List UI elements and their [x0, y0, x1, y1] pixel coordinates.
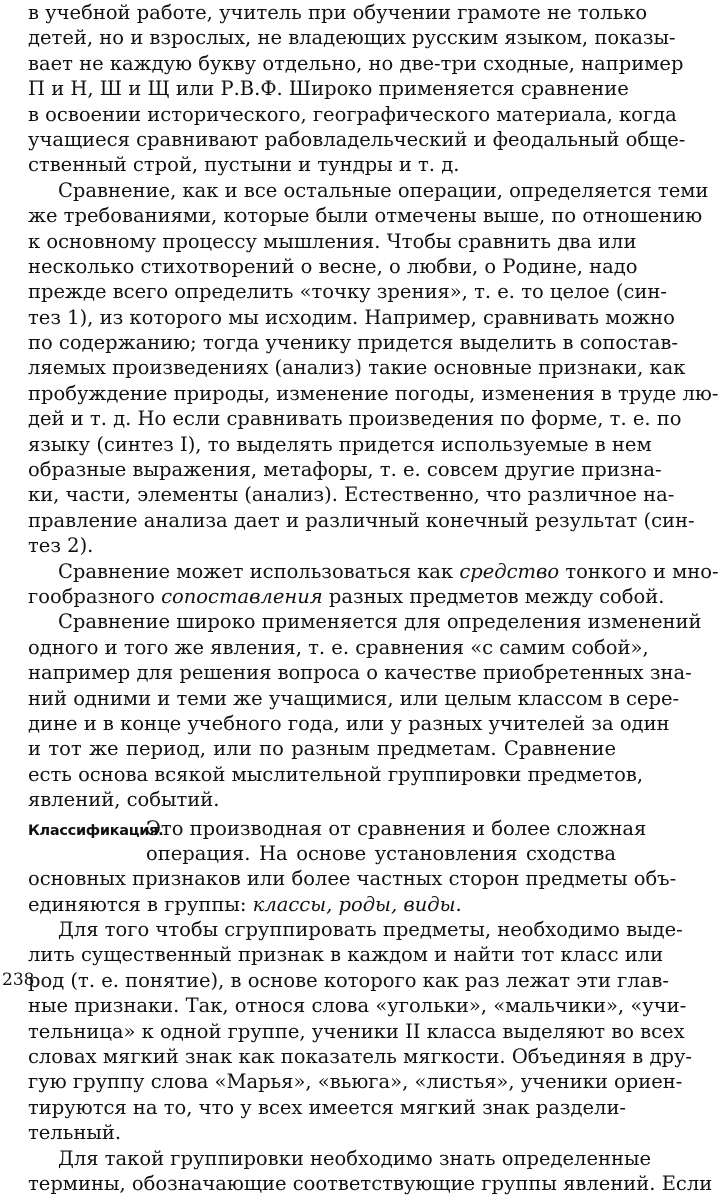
text-line: детей, но и взрослых, не владеющих русским языком, показы- [28, 26, 676, 50]
paragraph-5 [28, 917, 693, 1146]
text-line [28, 559, 719, 584]
text-line: одного и того же явления, т. е. сравнения «с самим собой», [28, 635, 649, 659]
text-run: гообразного [28, 584, 162, 608]
text-line: тельница» к одной группе, ученики II класса выделяют во всех [28, 1019, 685, 1043]
text-line: ные признаки. Так, относя слова «угольки», «мальчики», «учи- [28, 994, 687, 1018]
text-line: же требованиями, которые были отмечены выше, по отношению [28, 204, 703, 228]
paragraph-6 [28, 1146, 713, 1196]
text-line: и тот же период, или по разным предметам. Сравнение [28, 737, 616, 761]
text-line: тируются на то, что у всех имеется мягкий знак раздели- [28, 1095, 627, 1119]
text-line: учащиеся сравнивают рабовладельческий и феодальный обще- [28, 127, 686, 151]
text-line: ляемых произведениях (анализ) такие основные признаки, как [28, 356, 686, 380]
text-line: Сравнение, как и все остальные операции, определяется теми [58, 178, 709, 202]
text-line: пробуждение природы, изменение погоды, изменения в труде лю- [28, 381, 719, 405]
text-line: дине и в конце учебного года, или у разных учителей за один [28, 711, 670, 735]
text-line: в учебной работе, учитель при обучении грамоте не только [28, 1, 648, 24]
text-line: ний одними и теми же учащимися, или целым классом в сере- [28, 686, 680, 710]
text-line: род (т. е. понятие), в основе которого как раз лежат эти глав- [28, 968, 669, 992]
text-line: Для того чтобы сгруппировать предметы, необходимо выде- [58, 918, 683, 942]
text-line: тез 1), из которого мы исходим. Например, сравнивать можно [28, 305, 675, 329]
text-line: прежде всего определить «точку зрения», т. е. то целое (син- [28, 280, 667, 304]
text-line: по содержанию; тогда ученику придется выделить в сопостав- [28, 331, 679, 355]
italic-term: средство [459, 559, 560, 583]
text-run: Это производная от сравнения и более сложная [146, 816, 647, 840]
text-line: термины, обозначающие соответствующие группы явлений. Если [28, 1171, 713, 1195]
text-line: основных признаков или более частных сторон предметы объ- [28, 867, 677, 891]
section-heading: Классификация. [28, 822, 164, 839]
text-line: Сравнение широко применяется для определения изменений [58, 610, 702, 634]
text-line: в освоении исторического, географического материала, когда [28, 102, 677, 126]
text-line: образные выражения, метафоры, т. е. совсем другие призна- [28, 458, 662, 482]
paragraph-3 [28, 559, 719, 610]
text-line: например для решения вопроса о качестве приобретенных зна- [28, 661, 692, 685]
text-line [28, 584, 665, 609]
text-run: разных предметов между собой. [322, 584, 665, 608]
text-line [28, 892, 616, 917]
text-line: П и Н, Ш и Щ или Р.В.Ф. Широко применяется сравнение [28, 77, 629, 101]
text-line [28, 816, 647, 841]
text-line: дей и т. д. Но если сравнивать произведения по форме, т. е. по [28, 407, 682, 431]
page-number: 238 [2, 970, 35, 990]
text-line: Для такой группировки необходимо знать определенные [58, 1146, 652, 1170]
text-run: единяются в группы: [28, 892, 253, 916]
text-line: ственный строй, пустыни и тундры и т. д. [28, 153, 460, 177]
text-line: явлений, событий. [28, 788, 220, 812]
paragraph-1 [28, 0, 686, 178]
text-line: есть основа всякой мыслительной группировки предметов, [28, 762, 644, 786]
text-line: тез 2). [28, 534, 94, 558]
text-line: несколько стихотворений о весне, о любви, о Родине, надо [28, 254, 638, 278]
text-line: гую группу слова «Марья», «вьюга», «листья», ученики ориен- [28, 1070, 683, 1094]
text-line: языку (синтез I), то выделять придется используемые в нем [28, 432, 652, 456]
text-run: операция. На основе установления сходства [146, 841, 616, 865]
text-line: тельный. [28, 1121, 122, 1145]
italic-term: классы, роды, виды. [252, 892, 462, 916]
paragraph-4 [28, 609, 702, 812]
page-text [28, 0, 719, 1196]
text-line: к основному процессу мышления. Чтобы сравнить два или [28, 229, 637, 253]
text-line: ки, части, элементы (анализ). Естественно, что различное на- [28, 483, 675, 507]
text-line: словах мягкий знак как показатель мягкости. Объединяя в дру- [28, 1045, 693, 1069]
paragraph-2 [28, 178, 719, 559]
text-line [28, 841, 616, 866]
text-run: тонкого и мно- [559, 559, 719, 583]
text-line: лить существенный признак в каждом и найти тот класс или [28, 943, 664, 967]
italic-term: сопоставления [161, 584, 323, 608]
text-run: Сравнение может использоваться как [58, 559, 460, 583]
text-line: правление анализа дает и различный конечный результат (син- [28, 508, 695, 532]
classification-section [28, 816, 677, 918]
text-line: вает не каждую букву отдельно, но две-три сходные, например [28, 51, 684, 75]
